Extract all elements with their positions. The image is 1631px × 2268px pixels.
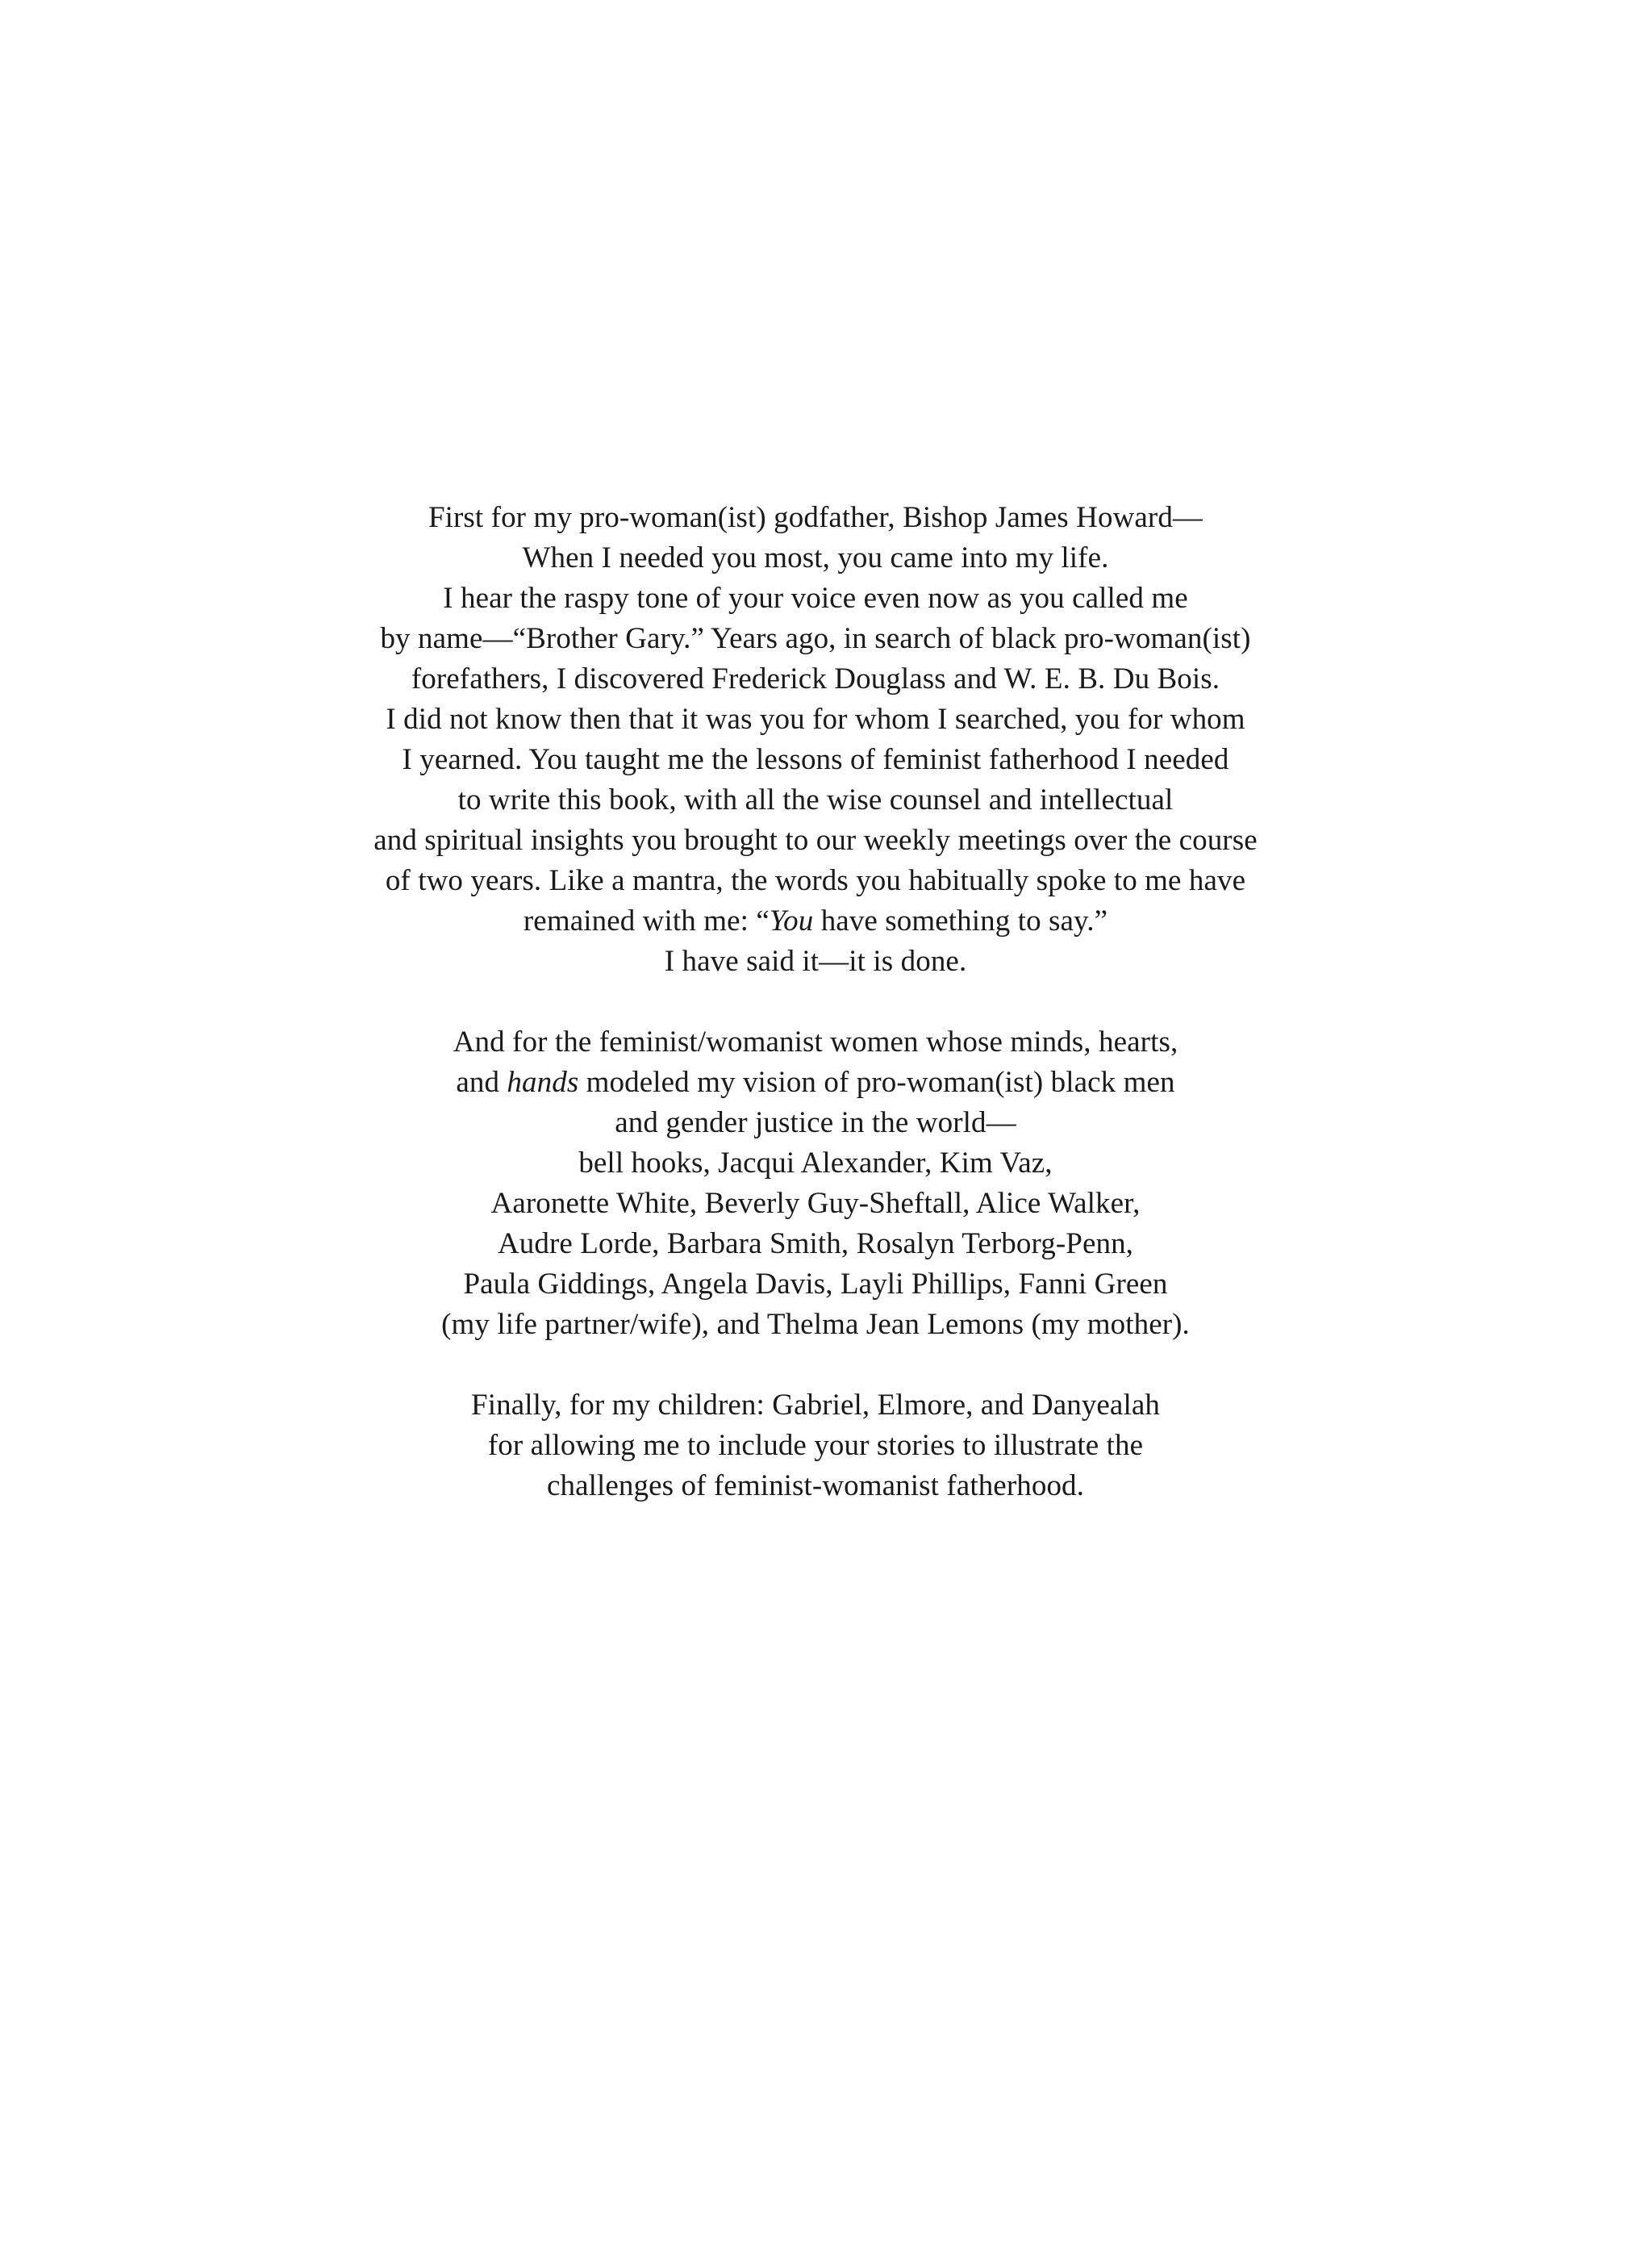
dedication-line [170, 1063, 1461, 1103]
dedication-line: by name—“Brother Gary.” Years ago, in search of black pro-woman(ist) [380, 622, 1251, 655]
dedication-line: to write this book, with all the wise counsel and intellectual [457, 783, 1174, 817]
dedication-line: and spiritual insights you brought to our weekly meetings over the course [373, 824, 1258, 857]
dedication-line: First for my pro-woman(ist) godfather, Bishop James Howard— [428, 501, 1203, 534]
dedication-line: And for the feminist/womanist women whose minds, hearts, [453, 1025, 1178, 1059]
text-segment: modeled my vision of pro-woman(ist) black men [578, 1066, 1175, 1099]
dedication-line: I have said it—it is done. [664, 945, 967, 978]
dedication-line: I hear the raspy tone of your voice even now as you called me [443, 582, 1188, 615]
dedication-stanza-women [170, 1022, 1461, 1345]
dedication-line: When I needed you most, you came into my life. [522, 541, 1109, 574]
dedication-line: Finally, for my children: Gabriel, Elmore, and Danyealah [471, 1389, 1160, 1422]
dedication-line: challenges of feminist-womanist fatherhood. [547, 1469, 1084, 1502]
dedication-line: bell hooks, Jacqui Alexander, Kim Vaz, [578, 1147, 1053, 1180]
dedication-stanza-children [170, 1385, 1461, 1506]
dedication-line: I yearned. You taught me the lessons of feminist fatherhood I needed [402, 743, 1229, 776]
dedication-text [170, 498, 1461, 1506]
text-segment: and [456, 1066, 507, 1099]
dedication-line: I did not know then that it was you for whom I searched, you for whom [386, 703, 1245, 736]
dedication-line: for allowing me to include your stories to illustrate the [487, 1429, 1144, 1462]
dedication-line: and gender justice in the world— [615, 1106, 1016, 1139]
italic-emphasis: hands [507, 1066, 579, 1099]
dedication-line: Audre Lorde, Barbara Smith, Rosalyn Terborg-Penn, [497, 1227, 1134, 1260]
text-segment: have something to say.” [813, 904, 1108, 938]
italic-emphasis: You [769, 904, 814, 938]
dedication-line: Aaronette White, Beverly Guy-Sheftall, Alice Walker, [490, 1187, 1141, 1220]
text-segment: remained with me: “ [523, 904, 770, 938]
dedication-line: Paula Giddings, Angela Davis, Layli Phillips, Fanni Green [463, 1268, 1168, 1301]
dedication-line: of two years. Like a mantra, the words you habitually spoke to me have [385, 864, 1246, 897]
dedication-line [170, 901, 1461, 942]
dedication-line: (my life partner/wife), and Thelma Jean Lemons (my mother). [441, 1308, 1190, 1341]
dedication-stanza-godfather [170, 498, 1461, 982]
dedication-line: forefathers, I discovered Frederick Douglass and W. E. B. Du Bois. [411, 662, 1220, 695]
